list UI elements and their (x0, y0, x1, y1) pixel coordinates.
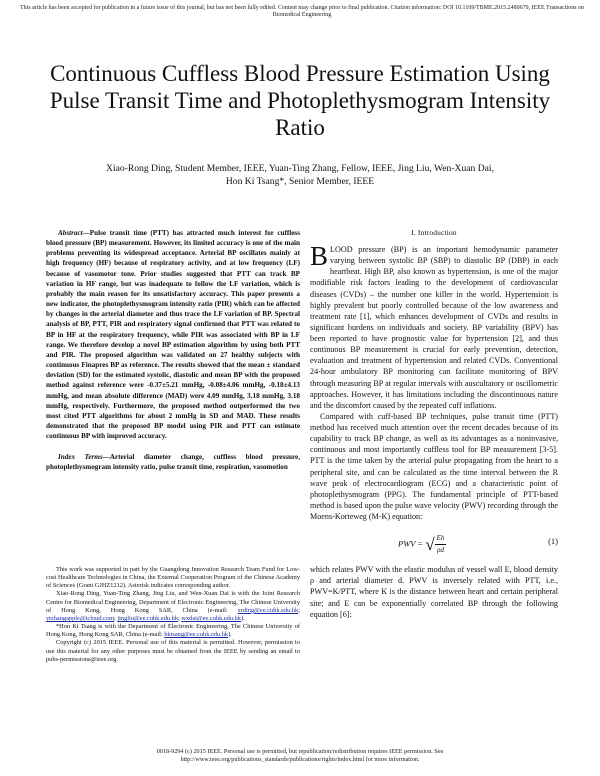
section-heading: I. Introduction (411, 228, 457, 237)
footer-line-2: http://www.ieee.org/publications_standards/publications/rights/index.html for more information. (180, 755, 420, 763)
page-footer (60, 748, 540, 763)
abstract-text: —Pulse transit time (PTT) has attracted much interest for cuffless blood pressure (BP) measurement. However, its limited accuracy is one of the main problems preventing its widespread acceptance. Arterial BP oscillates mainly at high frequency (HF) because of respiratory activity, and at low frequency (LF) because of vasomotor tone. Prior studies suggested that PTT can track BP variation in HF range, but was inadequate to follow the LF variation, which is probably the main reason for its unsatisfactory accuracy. This paper presents a new indicator, the photoplethysmogram intensity ratio (PIR) which can be affected by changes in the arterial diameter and thus trace the LF variation of BP. Spectral analysis of BP, PTT, PIR and respiratory signal confirmed that PTT was related to BP in HF at the respiratory frequency, while PIR was associated with BP in LF range. We therefore develop a novel BP estimation algorithm by using both PTT and PIR. The proposed algorithm was validated on 27 healthy subjects with continuous Finapres BP as reference. The results showed that the mean ± standard deviation (SD) for the estimated systolic, diastolic and mean BP with the proposed method against reference were -0.37±5.21 mmHg, -0.08±4.06 mmHg, -0.18±4.13 mmHg, and mean absolute difference (MAD) were 4.09 mmHg, 3.18 mmHg, 3.18 mmHg, respectively. Furthermore, the proposed method outperformed the two most cited PTT algorithms for about 2 mmHg in SD and MAD. These results demonstrated that the proposed BP model using PIR and PTT can estimate continuous BP with improved accuracy. (46, 229, 300, 441)
email-link[interactable]: wxdai@ee.cuhk.edu.hk (181, 614, 241, 622)
equation-body (398, 533, 446, 556)
author-list (60, 162, 540, 188)
footnotes (46, 566, 300, 664)
equation-1 (310, 528, 558, 558)
equation-number: (1) (548, 536, 558, 547)
sqrt-symbol: √ (425, 535, 435, 555)
intro-paragraph-2: Compared with cuff-based BP techniques, pulse transit time (PTT) method has received much attention over the recent decades because of its capability to track BP change, as well as its advantages as a noninvasive, continuous and most importantly cuffless tool for BP measurement [3-5]. PTT is the time taken by the arterial pulse propagating from the heart to a peripheral site, and can be calculated as the time interval between the R wave peak of electrocardiogram (ECG) and a characteristic point of photoplethysmogram (PPG). The fundamental principle of PTT-based method is based upon the pulse wave velocity (PWV) recording through the Moens-Korteweg (M-K) equation: (310, 411, 558, 521)
copyright-footnote: Copyright (c) 2015 IEEE. Personal use of this material is permitted. However, permission to use this material for any other purposes must be obtained from the IEEE by sending an email to pubs-permissions@ieee.org. (46, 639, 300, 663)
equation-numerator: Eh (435, 533, 447, 545)
intro-paragraph-1 (310, 241, 558, 411)
index-terms-label: Index Terms (58, 453, 103, 462)
funding-footnote: This work was supported in part by the Guangdong Innovation Research Team Fund for Low-cost Healthcare Technologies in China, the External Cooperation Program of the Chinese Academy of Sciences (Grant GJHZ1212). Asterisk indicates corresponding author. (46, 566, 300, 590)
email-link[interactable]: jingliu@ee.cuhk.edu.hk (117, 614, 179, 622)
index-terms (46, 452, 300, 472)
affiliation-text-2: *Hon Ki Tsang is with the Department of Electronic Engineering, The Chinese University of Hong Kong, Hong Kong SAR, China (e-mail: (46, 623, 300, 639)
abstract-label: Abstract (58, 229, 83, 237)
journal-header-note: This article has been accepted for publication in a future issue of this journal, but has not been fully edited. Content may change prior to final publication. Citation information: DOI 10.1109/TBME.2015.2480679, IEEE Transactions on Biomedical Engineering (20, 5, 584, 19)
footer-line-1: 0018-9294 (c) 2015 IEEE. Personal use is permitted, but republication/redistribution requires IEEE permission. See (156, 748, 444, 755)
affiliation-footnote-1: Xiao-Rong Ding, Yuan-Ting Zhang, Jing Liu, and Wen-Xuan Dai is with the Joint Research Centre for Biomedical Engineering, Department of Electronic Engineering, The Chinese University of Hong Kong, Hong Kong SAR, China (e-mail: xrding@ee.cuhk.edu.hk; ytzhangapple@icloud.com; jingliu@ee.cuhk.edu.hk; wxdai@ee.cuhk.edu.hk). (46, 590, 300, 622)
affiliation-footnote-2: *Hon Ki Tsang is with the Department of Electronic Engineering, The Chinese University of Hong Kong, Hong Kong SAR, China (e-mail: hktsang@ee.cuhk.edu.hk). (46, 623, 300, 639)
equation-lhs: PWV = (398, 538, 424, 549)
right-column (310, 228, 558, 620)
drop-cap: B (310, 241, 329, 271)
email-link[interactable]: hktsang@ee.cuhk.edu.hk (164, 631, 229, 639)
paper-title: Continuous Cuffless Blood Pressure Estimation Using Pulse Transit Time and Photoplethysmogram Intensity Ratio (49, 61, 551, 140)
author-line-2: Hon Ki Tsang*, Senior Member, IEEE (225, 176, 375, 187)
left-column (46, 228, 300, 473)
email-link[interactable]: ytzhangapple@icloud.com (46, 614, 115, 622)
abstract (46, 228, 300, 441)
intro-paragraph-1-text: LOOD pressure (BP) is an important hemodynamic parameter varying between systolic BP (SBP) to diastolic BP (DBP) in each heartbeat. High BP, also known as hypertension, is one of the major modifiable risk factors leading to the development of cardiovascular diseases (CVDs) – the number one killer in the world. Hypertension is highly prevalent but poorly controlled because of the low awareness and treatment rate [1], which enhances development of CVDs and results in significant burdens on individuals and society. BP variability (BPV) has been reported to have prognostic value for hypertension [2], and thus continuous BP measurement is crucial for early prevention, detection, evaluation and treatment of hypertension and related CVDs. Conventional 24-hour ambulatory BP monitoring can facilitate monitoring of BPV through measuring BP at regular intervals with auscultatory or oscillometric approaches. However, it has limitations including the discontinuous nature and the discomfort caused by the repeated cuff inflations. (310, 245, 558, 410)
intro-paragraph-3: which relates PWV with the elastic modulus of vessel wall E, blood density ρ and arterial diameter d. PWV is inversely related with PTT, i.e., PWV=K/PTT, where K is the distance between heart and certain peripheral site; and E can be exponentially correlated BP through the following equation [6]: (310, 565, 558, 619)
author-line-1: Xiao-Rong Ding, Student Member, IEEE, Yuan-Ting Zhang, Fellow, IEEE, Jing Liu, Wen-Xuan Dai, (106, 163, 494, 174)
equation-denominator: ρd (437, 546, 444, 555)
index-terms-text: —Arterial diameter change, cuffless blood pressure, photoplethysmogram intensity ratio, pulse transit time, respiration, vasomotion (46, 453, 300, 472)
affiliation-text-1: Xiao-Rong Ding, Yuan-Ting Zhang, Jing Liu, and Wen-Xuan Dai is with the Joint Research Centre for Biomedical Engineering, Department of Electronic Engineering, The Chinese University of Hong Kong, Hong Kong SAR, China (e-mail: (46, 590, 300, 614)
equation-fraction (435, 533, 447, 556)
email-link[interactable]: xrding@ee.cuhk.edu.hk (237, 606, 299, 614)
